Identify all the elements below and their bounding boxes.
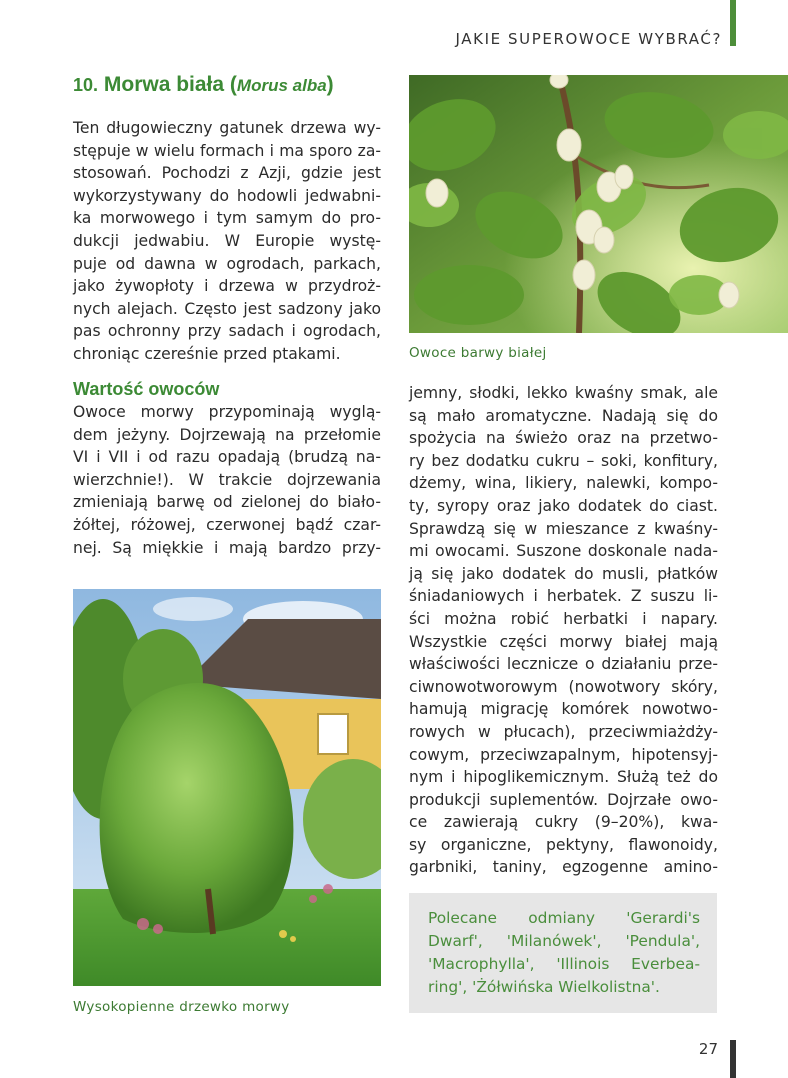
text-line: stępuje w wielu formach i ma sporo za- <box>73 141 381 160</box>
caption-top: Owoce barwy białej <box>409 345 547 361</box>
caption-bottom: Wysokopienne drzewko morwy <box>73 999 290 1015</box>
article-title <box>73 72 393 99</box>
text-line: Owoce morwy przypominają wyglą- <box>73 403 381 421</box>
section-heading: Wartość owoców <box>73 379 220 399</box>
title-latin: Morus alba <box>236 76 327 95</box>
text-line: Dwarf', 'Milanówek', 'Pendula', <box>428 932 700 950</box>
text-line: ry bez dodatku cukru – soki, konfitury, <box>409 451 718 470</box>
text-line: produkcji suplementów. Dojrzałe owo- <box>409 790 718 809</box>
text-line: hamują migrację komórek nowotwo- <box>409 700 718 719</box>
text-line: nym i hipoglikemicznym. Służą też do <box>409 768 718 787</box>
text-line: stosowań. Pochodzi z Azji, gdzie jest <box>73 164 381 183</box>
fruit-branch-illustration <box>409 75 788 333</box>
fruit-paragraph-left <box>73 401 381 559</box>
text-line: dżemy, wina, likiery, nalewki, kompo- <box>409 474 718 493</box>
text-line: puje od dawna w ogrodach, parkach, <box>73 254 381 273</box>
text-line: dem jeżyny. Dojrzewają na przełomie <box>73 425 381 444</box>
text-line: ka morwowego i tym samym do pro- <box>73 209 381 228</box>
text-line: jako żywopłoty i drzewa w przydroż- <box>73 277 381 296</box>
running-header: JAKIE SUPEROWOCE WYBRAĆ? <box>455 30 722 48</box>
text-line: ciwnowotworowym (nowotwory skóry, <box>409 677 718 696</box>
title-name: Morwa biała <box>103 73 225 96</box>
header-accent-bar <box>730 0 736 46</box>
photo-weeping-mulberry-tree <box>73 589 381 986</box>
title-close-paren: ) <box>326 73 334 96</box>
text-line: 'Macrophylla', 'Illinois Everbea- <box>428 955 700 973</box>
text-line: Sprawdzą się w mieszance z kwaśny- <box>409 519 718 538</box>
text-line: Wszystkie części morwy białej mają <box>409 632 718 651</box>
fruit-paragraph-right <box>409 382 718 879</box>
text-line: sy organiczne, pektyny, flawonoidy, <box>409 835 718 854</box>
text-line: zmieniają barwę od zielonej do biało- <box>73 493 381 512</box>
text-line: ją się jako dodatek do musli, płatków <box>409 564 718 583</box>
text-line: nych alejach. Często jest sadzony jako <box>73 299 381 318</box>
text-line: właściwości lecznicze o działaniu prze- <box>409 655 718 674</box>
page-number: 27 <box>698 1040 718 1058</box>
text-line: pas ochronny przy sadach i ogrodach, <box>73 322 381 341</box>
text-line: ce zawierają cukry (9–20%), kwa- <box>409 813 718 832</box>
text-line: mi owocami. Suszone doskonale nada- <box>409 542 718 561</box>
text-line: ści można robić herbatki i napary. <box>409 609 718 628</box>
text-line: są mało aromatyczne. Nadają się do <box>409 406 718 425</box>
title-number: 10. <box>73 75 99 95</box>
title-open-paren: ( <box>229 73 237 96</box>
text-line: wierzchnie!). W trakcie dojrzewania <box>73 470 381 489</box>
text-line: wykorzystywany do hodowli jedwabni- <box>73 186 381 205</box>
footer-bar <box>730 1040 736 1078</box>
text-line: garbniki, taniny, egzogenne amino- <box>409 858 718 877</box>
garden-tree-illustration <box>73 589 381 986</box>
text-line: VI i VII i od razu opadają (brudzą na- <box>73 448 381 467</box>
text-line: ty, syropy oraz jako dodatek do ciast. <box>409 496 718 515</box>
text-line: chroniąc czereśnie przed ptakami. <box>73 344 341 363</box>
text-line: Ten długowieczny gatunek drzewa wy- <box>73 119 381 137</box>
text-line: rowych w płucach), przeciwmiażdży- <box>409 722 718 741</box>
text-line: dukcji jedwabiu. W Europie wystę- <box>73 231 381 250</box>
text-line: jemny, słodki, lekko kwaśny smak, ale <box>409 384 718 402</box>
photo-white-mulberry-fruits <box>409 75 788 333</box>
text-line: śniadaniowych i herbatek. Z suszu li- <box>409 587 718 606</box>
intro-paragraph <box>73 117 381 366</box>
text-line: nej. Są miękkie i mają bardzo przy- <box>73 538 381 557</box>
text-line: Polecane odmiany 'Gerardi's <box>428 909 700 927</box>
text-line: cowym, przeciwzapalnym, hipotensyj- <box>409 745 718 764</box>
text-line: ring', 'Żółwińska Wielkolistna'. <box>428 978 660 996</box>
recommended-varieties-text <box>428 907 700 999</box>
text-line: spożycia na świeżo oraz na przetwo- <box>409 429 718 448</box>
text-line: żółtej, różowej, czerwonej bądź czar- <box>73 515 381 534</box>
